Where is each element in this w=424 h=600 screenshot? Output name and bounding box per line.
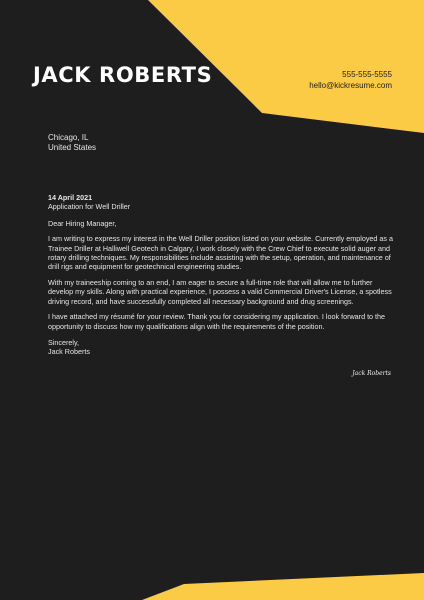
letter-paragraph: I have attached my résumé for your review. Thank you for considering my application. I look forward to the opportunity to discuss how my qualifications align with the requirements of the position. — [48, 312, 386, 331]
signer-name: Jack Roberts — [48, 346, 90, 356]
letter-body — [48, 193, 393, 356]
closing-phrase: Sincerely, — [48, 337, 80, 347]
bottom-yellow-shape — [142, 573, 424, 600]
letter-closing — [48, 338, 393, 357]
letter-subject: Application for Well Driller — [48, 202, 131, 212]
letter-meta — [48, 193, 393, 212]
contact-info — [309, 69, 392, 91]
letter-date: 14 April 2021 — [48, 193, 93, 202]
sender-address — [48, 133, 96, 153]
letter-paragraph: I am writing to express my interest in the Well Driller position listed on your website. Currently employed as a Trainee Driller at Halliwell Geotech in Calgary, I work closely with the Crew Chief to execute solid auger and rotary drilling techniques. My responsibilities include assisting with the setup, operation, and maintenance of drill rigs and equipment for geotechnical engineering studies. — [48, 234, 394, 272]
address-country: United States — [48, 143, 97, 152]
phone-number: 555-555-5555 — [342, 70, 392, 79]
letter-greeting: Dear Hiring Manager, — [48, 218, 117, 228]
address-city: Chicago, IL — [48, 133, 89, 142]
applicant-name: JACK ROBERTS — [33, 63, 213, 87]
letter-paragraph: With my traineeship coming to an end, I am eager to secure a full-time role that will allow me to further develop my skills. Along with practical experience, I possess a valid Commercial Driver's License, a spotless driving record, and have successfully completed all necessary background and drug screenings. — [48, 278, 392, 306]
email-address: hello@kickresume.com — [309, 81, 392, 90]
handwritten-signature: Jack Roberts — [352, 370, 391, 377]
